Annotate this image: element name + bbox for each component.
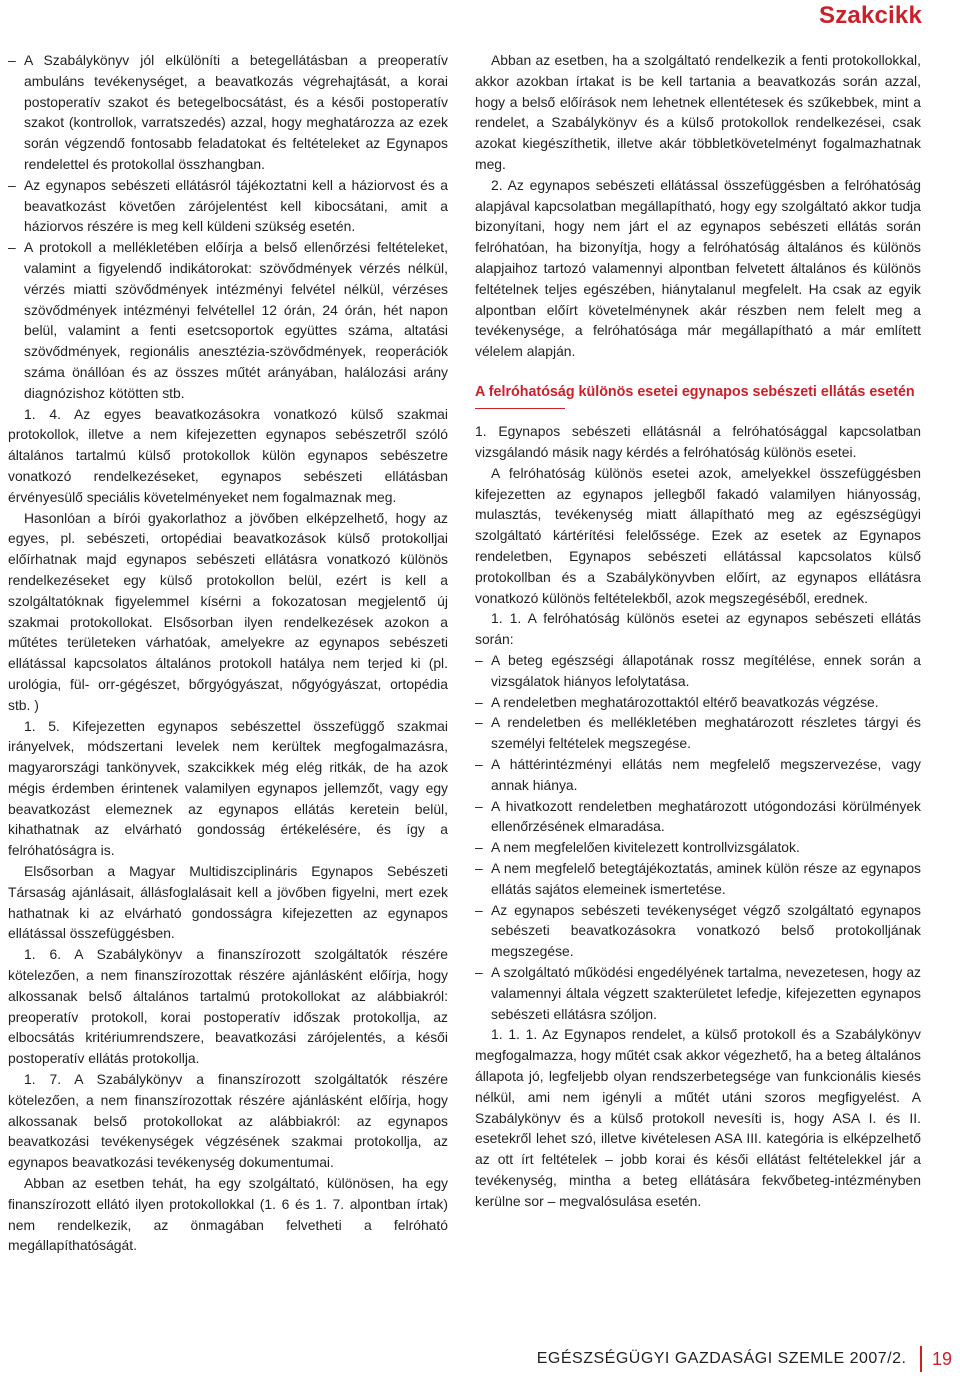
list-item: – Az egynapos sebészeti tevékenységet végző szolgáltató egynapos sebészeti beavatkozásokra vonatkozó belső protokolljának megszegése. [475, 900, 921, 962]
list-item: – A beteg egészségi állapotának rossz megítélése, ennek során a vizsgálatok hiányos lefolytatása. [475, 650, 921, 692]
paragraph: Hasonlóan a bírói gyakorlathoz a jövőben elképzelhető, hogy az egyes, pl. sebészeti, ortopédiai beavatkozások külső protokolljai előírhatnak majd egynapos sebészeti ellátásra vonatkozó különös rendelkezéseket egy külső protokollon belül, ezért is kell a szolgáltatóknak figyelemmel kísérni a fokozatosan megjelentő új szakmai protokollokat. Elsősorban ilyen rendelkezések azokon a műtétes területeken várhatóak, amelyekre az egynapos sebészeti ellátással kapcsolatos általános protokoll hatálya nem terjed ki (pl. urológia, fül- orr-gégészet, bőrgyógyászat, nőgyógyászat, ortopédia stb. ) [8, 509, 448, 713]
section-heading: A felróhatóság különös esetei egynapos sebészeti ellátás esetén [475, 383, 915, 400]
paragraph: 1. 6. A Szabálykönyv a finanszírozott szolgáltatók részére kötelezően, a nem finanszírozottak részére ajánlásként előírja, hogy alkossanak belső általános tartalmú protokollokat az alábbiakról: preoperatív protokoll, korai postoperatív időszak protokollja, az elbocsátás kritériumrendszere, beavatkozási zárójelentés, a késői postoperatív ellátás protokollja. [8, 946, 448, 1067]
paragraph: 2. Az egynapos sebészeti ellátással összefüggésben a felróhatóság alapjával kapcsolatban megállapítható, hogy egy szolgáltató akkor tudja bizonyítani, hogy nem járt el az egynapos sebészeti ellátás során felróhatóan, ha bizonyítja, hogy a felróhatóság általános és különös alapjaihoz tartozó valamennyi alpontban felvetett általános és különös feltételnek teljes egészében, hiánytalanul megfelelt. Ha csak az egyik alpontban előírt követelménynek akár részben nem felelt meg a tevékenysége, a felróhatósága már megállapítható a már említett vélelem alapján. [475, 176, 921, 360]
list-item: – A rendeletben és mellékletében meghatározott részletes tárgyi és személyi feltételek megszegése. [475, 712, 921, 754]
paragraph: 1. 1. A felróhatóság különös esetei az egynapos sebészeti ellátás során: [475, 610, 921, 648]
right-column-top [475, 50, 921, 362]
paragraph: Elsősorban a Magyar Multidiszciplináris Egynapos Sebészeti Társaság ajánlásait, állásfoglalásait kell a jövőben figyelni, mert ezek hathatnak ki az elvárható gondosságra kifejezetten az egynapos ellátással összefüggésben. [8, 863, 448, 942]
paragraph: 1. 7. A Szabálykönyv a finanszírozott szolgáltatók részére kötelezően, a nem finanszírozottak részére ajánlásként előírja, hogy alkossanak belső protokollokat az alábbiakról: az egynapos beavatkozási tevékenységek végzésének szakmai protokollja, az egynapos beavatkozási tevékenység dokumentumai. [8, 1071, 448, 1171]
list-item: – A protokoll a mellékletében előírja a belső ellenőrzési feltételeket, valamint a figyelendő indikátorokat: szövődmények vérzés nélkül, vérzés miatti szövődmények intézményi felvétel nélkül, vérzéses szövődmények intézményi felvétellel 12 órán, 24 órán, hét napon belül, valamint a fenti esetcsoportok együttes száma, altatási szövődmények, regionális anesztézia-szövődmények, reoperációk száma önállóan és az összes műtét arányában, halálozási arány diagnózishoz kötötten stb. [8, 237, 448, 403]
paragraph: Abban az esetben tehát, ha egy szolgáltató, különösen, ha egy finanszírozott ellátó ilyen protokollokkal (1. 6 és 1. 7. alpontban írtak) nem rendelkezik, az önmagában felvetheti a felróható megállapíthatóságát. [8, 1175, 448, 1254]
list-item: – A nem megfelelően kivitelezett kontrollvizsgálatok. [475, 837, 921, 858]
paragraph: A felróhatóság különös esetei azok, amelyekkel összefüggésben kifejezetten az egynapos jellegből fakadó valamilyen hiányosság, mulasztás, tevékenység miatt állapítható meg az egészségügyi szolgáltató kártérítési felelőssége. Ezek az esetek az Egynapos rendeletben, Egynapos sebészeti ellátással kapcsolatos külső protokollban és a Szabálykönyvben előírt, az egynapos ellátásra vonatkozó különös feltételekből, azok megszegéséből, erednek. [475, 464, 921, 606]
footer-separator [920, 1346, 922, 1372]
list-item: – A nem megfelelő betegtájékoztatás, aminek külön része az egynapos ellátás sajátos elemeinek ismertetése. [475, 858, 921, 900]
journal-title: EGÉSZSÉGÜGYI GAZDASÁGI SZEMLE 2007/2. [536, 1350, 907, 1367]
paragraph: 1. 4. Az egyes beavatkozásokra vonatkozó külső szakmai protokollok, illetve a nem kifejezetten egynapos sebészetről szóló általános tartalmú külső protokollok külön egynapos sebészetre vonatkozó rendelkezéseket, egynapos sebészeti ellátásban érvényesülő speciális követelményeket nem fogalmaznak meg. [8, 405, 448, 505]
list-item: – A szolgáltató működési engedélyének tartalma, nevezetesen, hogy az valamennyi általa végzett szakterületet lefedje, kifejezetten egynapos sebészeti ellátásra szóljon. [475, 962, 921, 1024]
paragraph: 1. Egynapos sebészeti ellátásnál a felróhatósággal kapcsolatban vizsgálandó másik nagy kérdés a felróhatóság különös esetei. [475, 423, 921, 461]
paragraph: 1. 1. 1. Az Egynapos rendelet, a külső protokoll és a Szabálykönyv megfogalmazza, hogy műtét csak akkor végezhető, ha a beteg általános állapota jó, legfeljebb olyan rendszerbetegsége van funkcionális kiesés nélkül, ami nem igényli a műtét utáni szoros megfigyelést. A Szabálykönyv és a külső protokoll nevesíti is, hogy ASA I. és II. esetekről lehet szó, illetve kivételesen ASA III. kategória is elképzelhető az ott írt feltételek – jobb korai és késői ellátást feltételekkel jár a tevékenység, mintha a beteg ellátására fekvőbeteg-intézményben kerülne sor – megvalósulása esetén. [475, 1026, 921, 1209]
heading-underline [475, 408, 565, 410]
list-item: – A Szabálykönyv jól elkülöníti a betegellátásban a preoperatív ambuláns tevékenységet, a beavatkozás végrehajtását, a korai postoperatív szakot és betegelbocsátást, és a késői postoperatív szakot (kontrollok, varratszedés) azzal, hogy meghatározza az ezek során végzendő fontosabb feladatokat és feltételeket az Egynapos rendelettel és protokollal összhangban. [8, 50, 448, 175]
list-item: – A háttérintézményi ellátás nem megfelelő megszervezése, vagy annak hiánya. [475, 754, 921, 796]
paragraph: Abban az esetben, ha a szolgáltató rendelkezik a fenti protokollokkal, akkor azokban írtakat is be kell tartania a beavatkozás során azzal, hogy a belső előírások nem lehetnek ellentétesek és szűkebbek, mint a rendelet, a Szabálykönyv és a külső protokollok rendelkezései, csak azokat kiegészíthetik, illetve akár többletkövetelményt fogalmazhatnak meg. [475, 52, 921, 172]
right-column-bottom [475, 421, 921, 1211]
section-label: Szakcikk [818, 2, 922, 29]
page-footer [537, 1346, 952, 1372]
page-number: 19 [931, 1348, 952, 1369]
left-column [8, 50, 448, 1256]
list-item: – A rendeletben meghatározottaktól eltérő beavatkozás végzése. [475, 692, 921, 713]
right-column [475, 50, 921, 1212]
list-item: – Az egynapos sebészeti ellátásról tájékoztatni kell a háziorvost és a beavatkozást követően zárójelentést kell kibocsátani, amit a háziorvos részére is meg kell küldeni szükség esetén. [8, 175, 448, 237]
paragraph: 1. 5. Kifejezetten egynapos sebészettel összefüggő szakmai irányelvek, módszertani levelek nem kerültek megfogalmazásra, magyarországi tankönyvek, szakcikkek még elég ritkák, de ha azok mégis érdemben érintenek valamilyen egynapos jellemzőt, vagy egy beavatkozást elemeznek az egynapos ellátás keretein belül, kihathatnak az elvárható gondosság értékelésére, és így a felróhatóságra is. [8, 717, 448, 859]
list-item: – A hivatkozott rendeletben meghatározott utógondozási körülmények ellenőrzésének elmaradása. [475, 796, 921, 838]
